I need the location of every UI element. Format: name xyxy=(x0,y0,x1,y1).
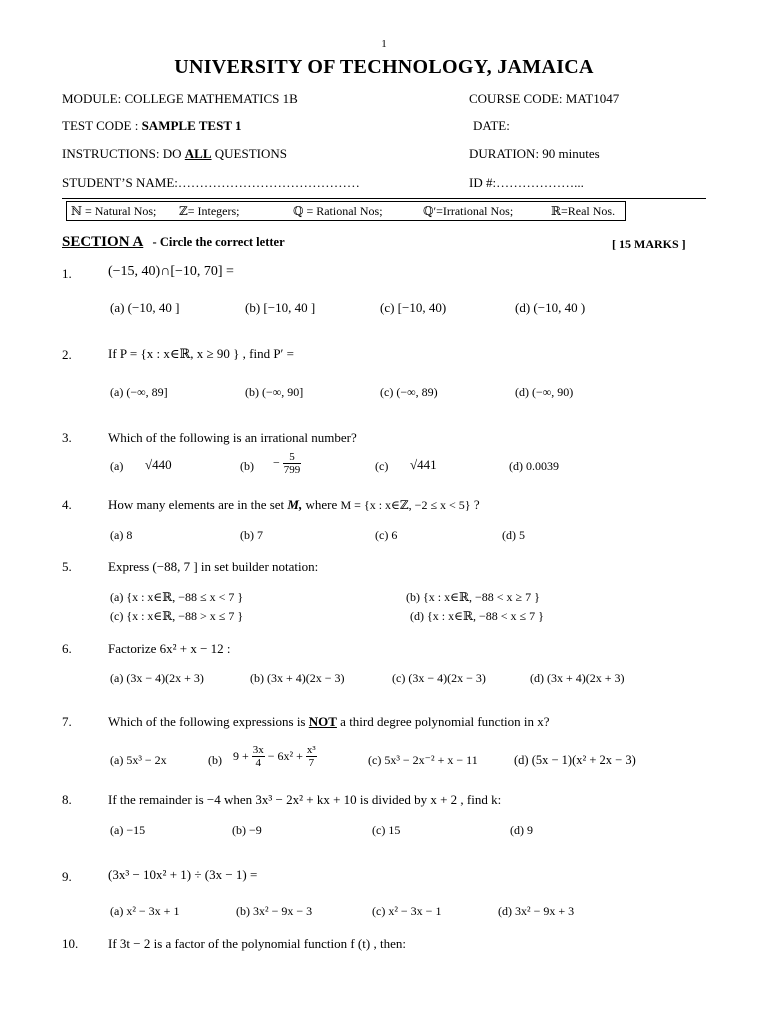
legend-real: ℝ=Real Nos. xyxy=(551,204,616,218)
legend-irrational: ℚ′=Irrational Nos; xyxy=(423,204,514,218)
fraction: $\frac{5}{799}$ xyxy=(283,451,301,476)
minus-sign: − xyxy=(273,455,280,470)
document-title: UNIVERSITY OF TECHNOLOGY, JAMAICA xyxy=(174,56,594,78)
option-a[interactable]: (a) 5x³ − 2x xyxy=(110,753,167,767)
page-number: 1 xyxy=(381,38,387,50)
option-b-label[interactable]: (b) xyxy=(208,753,222,767)
question-text: Express (−88, 7 ] in set builder notation: xyxy=(108,559,319,574)
date-label: DATE: xyxy=(473,118,510,133)
question-number: 2. xyxy=(62,347,72,362)
option-b[interactable]: (b) {x : x∈ℝ, −88 < x ≥ 7 } xyxy=(406,590,540,604)
option-a[interactable]: (a) (3x − 4)(2x + 3) xyxy=(110,671,204,685)
option-b-value xyxy=(273,451,301,476)
option-d[interactable]: (d) 5 xyxy=(502,528,525,542)
student-name-field: STUDENT’S NAME:…………………………………… xyxy=(62,175,360,190)
option-a-value: √440 xyxy=(145,457,172,472)
option-a-label[interactable]: (a) xyxy=(110,459,124,473)
question-number: 4. xyxy=(62,497,72,512)
question-text: If P = {x : x∈ℝ, x ≥ 90 } , find P′ = xyxy=(108,346,294,361)
instructions xyxy=(62,146,287,162)
section-title: SECTION A xyxy=(62,234,144,250)
option-c[interactable]: (c) 15 xyxy=(372,823,401,837)
question-number: 1. xyxy=(62,266,72,281)
option-a[interactable]: (a) x² − 3x + 1 xyxy=(110,904,180,918)
id-field: ID #:………………... xyxy=(469,175,584,190)
option-d[interactable]: (d) (3x + 4)(2x + 3) xyxy=(530,671,625,685)
question-number: 8. xyxy=(62,792,72,807)
option-b[interactable]: (b) (−∞, 90] xyxy=(245,385,304,399)
question-number: 6. xyxy=(62,641,72,656)
question-number: 3. xyxy=(62,430,72,445)
option-d[interactable]: (d) 3x² − 9x + 3 xyxy=(498,904,575,918)
question-number: 10. xyxy=(62,936,79,951)
course-code-label: COURSE CODE: MAT1047 xyxy=(469,91,620,106)
question-text: Which of the following is an irrational number? xyxy=(108,430,357,445)
question-number: 9. xyxy=(62,869,72,884)
option-d[interactable]: (d) 0.0039 xyxy=(509,459,559,473)
option-b-value: 9 + $\frac{3x}{4}$ − 6x² + $\frac{\text{x³}}{7}$ xyxy=(233,744,316,769)
section-heading xyxy=(62,234,285,251)
question-number: 5. xyxy=(62,559,72,574)
option-c[interactable]: (c) 6 xyxy=(375,528,398,542)
option-c[interactable]: (c) {x : x∈ℝ, −88 > x ≤ 7 } xyxy=(110,609,244,623)
option-b[interactable]: (b) 3x² − 9x − 3 xyxy=(236,904,313,918)
option-d[interactable]: (d) (−∞, 90) xyxy=(515,385,574,399)
question-number: 7. xyxy=(62,714,72,729)
header-divider xyxy=(62,198,706,199)
question-text: If 3t − 2 is a factor of the polynomial function f (t) , then: xyxy=(108,936,406,951)
section-marks: [ 15 MARKS ] xyxy=(612,237,686,251)
option-d[interactable]: (d) (5x − 1)(x² + 2x − 3) xyxy=(514,753,636,767)
option-d[interactable]: (d) (−10, 40 ) xyxy=(515,300,586,315)
instructions-pre: INSTRUCTIONS: DO xyxy=(62,146,185,161)
option-a[interactable]: (a) (−∞, 89] xyxy=(110,385,168,399)
question-text: How many elements are in the set M, where M = {x : x∈ℤ, −2 ≤ x < 5} ? xyxy=(108,497,480,512)
option-c[interactable]: (c) (3x − 4)(2x − 3) xyxy=(392,671,486,685)
instructions-all: ALL xyxy=(184,146,212,161)
option-d[interactable]: (d) 9 xyxy=(510,823,533,837)
legend-integers: ℤ= Integers; xyxy=(179,204,240,218)
option-a[interactable]: (a) −15 xyxy=(110,823,146,837)
test-code-label: TEST CODE : xyxy=(62,118,142,133)
legend-rational: ℚ = Rational Nos; xyxy=(293,204,383,218)
module-label: MODULE: COLLEGE MATHEMATICS 1B xyxy=(62,91,298,106)
option-b[interactable]: (b) [−10, 40 ] xyxy=(245,300,316,315)
question-text: Which of the following expressions is NOT a third degree polynomial function in x? xyxy=(108,714,550,729)
test-code-value: SAMPLE TEST 1 xyxy=(141,118,242,133)
option-a[interactable]: (a) {x : x∈ℝ, −88 ≤ x < 7 } xyxy=(110,590,244,604)
option-b[interactable]: (b) (3x + 4)(2x − 3) xyxy=(250,671,345,685)
option-a[interactable]: (a) (−10, 40 ] xyxy=(110,300,180,315)
option-b-label[interactable]: (b) xyxy=(240,459,254,473)
option-c-label[interactable]: (c) xyxy=(375,459,389,473)
fraction: $\frac{\text{x³}}{7}$ xyxy=(306,744,316,769)
question-text: If the remainder is −4 when 3x³ − 2x² + kx + 10 is divided by x + 2 , find k: xyxy=(108,792,502,807)
option-b[interactable]: (b) 7 xyxy=(240,528,263,542)
test-code xyxy=(62,118,242,134)
duration-label: DURATION: 90 minutes xyxy=(469,146,600,161)
fraction: $\frac{3x}{4}$ xyxy=(252,744,264,769)
section-subtitle: - Circle the correct letter xyxy=(152,235,285,249)
option-c[interactable]: (c) [−10, 40) xyxy=(380,300,447,315)
option-b[interactable]: (b) −9 xyxy=(232,823,262,837)
option-c-value: √441 xyxy=(410,457,437,472)
option-c[interactable]: (c) (−∞, 89) xyxy=(380,385,438,399)
option-c[interactable]: (c) x² − 3x − 1 xyxy=(372,904,442,918)
question-text: (−15, 40)∩[−10, 70] = xyxy=(108,264,234,279)
option-c[interactable]: (c) 5x³ − 2x⁻² + x − 11 xyxy=(368,753,478,767)
option-a[interactable]: (a) 8 xyxy=(110,528,133,542)
number-set-legend xyxy=(66,201,626,221)
option-d[interactable]: (d) {x : x∈ℝ, −88 < x ≤ 7 } xyxy=(410,609,544,623)
question-text: Factorize 6x² + x − 12 : xyxy=(108,641,231,656)
instructions-post: QUESTIONS xyxy=(211,146,288,161)
legend-natural: ℕ = Natural Nos; xyxy=(71,204,157,218)
question-text: (3x³ − 10x² + 1) ÷ (3x − 1) = xyxy=(108,867,258,882)
